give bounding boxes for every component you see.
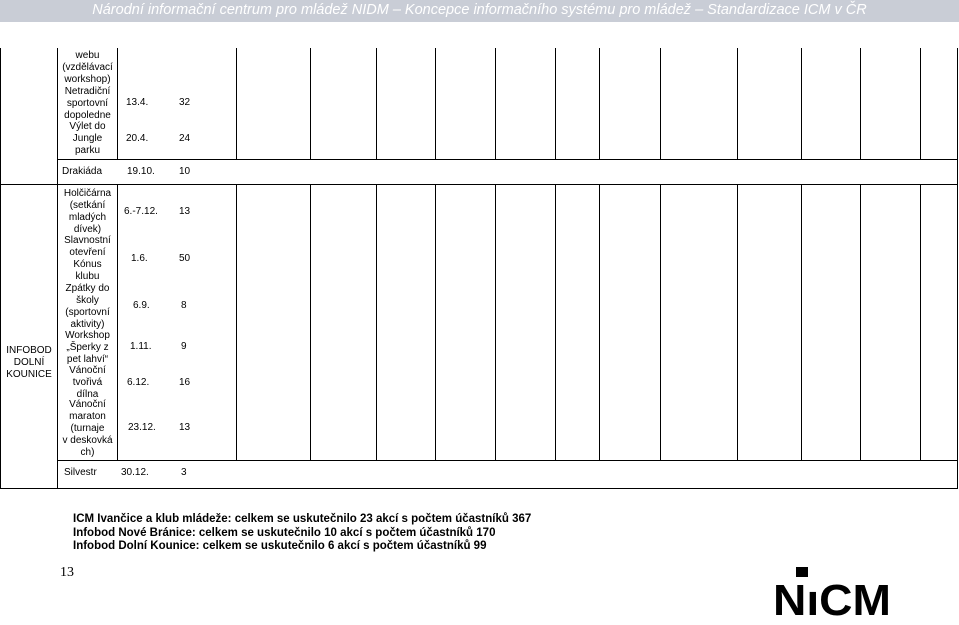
participant-count: 13	[179, 422, 191, 433]
table-border	[920, 48, 921, 159]
event-name: Vánoční maraton (turnaje v deskovká ch)	[62, 399, 113, 458]
event-date: 6.9.	[133, 300, 150, 311]
table-border	[957, 48, 958, 489]
summary-line: Infobod Dolní Kounice: celkem se uskutečnilo 6 akcí s počtem účastníků 99	[73, 540, 487, 552]
table-border	[555, 48, 556, 159]
summary-line: ICM Ivančice a klub mládeže: celkem se uskutečnilo 23 akcí s počtem účastníků 367	[73, 513, 532, 525]
event-date: 1.6.	[131, 253, 148, 264]
event-name: Silvestr	[64, 467, 97, 478]
table-border	[0, 48, 1, 489]
table-border	[376, 184, 377, 460]
participant-count: 32	[179, 97, 191, 108]
event-name: Vánoční tvořivá dílna	[69, 365, 106, 400]
running-header: Národní informační centrum pro mládež NIDM – Koncepce informačního systému pro mládež – Standardizace ICM v ČR	[92, 2, 867, 18]
event-date: 6.-7.12.	[124, 206, 158, 217]
table-border	[0, 184, 958, 185]
table-border	[660, 184, 661, 460]
table-border	[57, 159, 958, 160]
table-border	[660, 48, 661, 159]
table-border	[860, 184, 861, 460]
event-date: 19.10.	[127, 166, 155, 177]
event-name: Workshop „Šperky z pet lahví“	[65, 330, 110, 365]
participant-count: 8	[181, 300, 187, 311]
event-name: Netradiční sportovní dopoledne	[64, 86, 111, 121]
summary-block	[73, 513, 531, 554]
event-date: 23.12.	[128, 422, 156, 433]
table-border	[801, 48, 802, 159]
table-border	[495, 48, 496, 159]
event-date: 30.12.	[121, 467, 149, 478]
table-border	[236, 184, 237, 460]
table-border	[860, 48, 861, 159]
event-name: Zpátky do školy (sportovní aktivity)	[65, 283, 110, 330]
table-border	[435, 48, 436, 159]
table-border	[0, 488, 958, 489]
table-border	[376, 48, 377, 159]
table-border	[435, 184, 436, 460]
table-border	[920, 184, 921, 460]
table-border	[737, 184, 738, 460]
participant-count: 50	[179, 253, 191, 264]
event-name: Slavnostní otevření Kónus klubu	[64, 235, 111, 282]
table-border	[310, 184, 311, 460]
table-border	[599, 184, 600, 460]
participant-count: 9	[181, 341, 187, 352]
participant-count: 3	[181, 467, 187, 478]
event-name: Výlet do Jungle parku	[69, 121, 106, 156]
table-border	[117, 184, 118, 460]
table-border	[555, 184, 556, 460]
table-border	[236, 48, 237, 159]
table-border	[599, 48, 600, 159]
table-border	[310, 48, 311, 159]
event-date: 6.12.	[127, 377, 150, 388]
svg-text:NıCM: NıCM	[773, 576, 891, 619]
section-name: INFOBOD DOLNÍ KOUNICE	[6, 345, 52, 380]
participant-count: 24	[179, 133, 191, 144]
participant-count: 13	[179, 206, 191, 217]
event-date: 1.11.	[130, 341, 152, 352]
event-name: Holčičárna (setkání mladých dívek)	[63, 188, 112, 235]
table-border	[801, 184, 802, 460]
event-date: 13.4.	[126, 97, 149, 108]
nicm-logo	[773, 563, 891, 619]
event-name: Drakiáda	[62, 166, 103, 177]
table-border	[117, 48, 118, 159]
table-border	[495, 184, 496, 460]
summary-line: Infobod Nové Bránice: celkem se uskutečnilo 10 akcí s počtem účastníků 170	[73, 526, 496, 539]
table-border	[737, 48, 738, 159]
table-border	[57, 460, 958, 461]
page-number: 13	[60, 565, 74, 580]
event-name: webu (vzdělávací workshop)	[62, 50, 113, 85]
participant-count: 10	[179, 166, 191, 177]
event-date: 20.4.	[126, 133, 149, 144]
participant-count: 16	[179, 377, 191, 388]
